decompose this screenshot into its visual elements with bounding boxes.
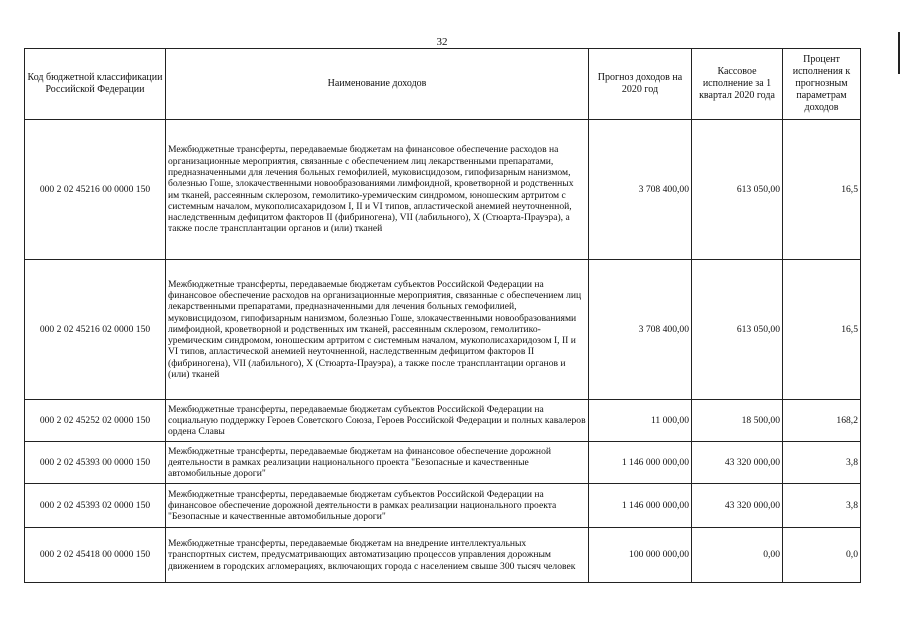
row-name: Межбюджетные трансферты, передаваемые бюджетам на финансовое обеспечение дорожной деятельности в рамках реализации национального проекта "Безопасные и качественные автомобильные дороги" — [166, 442, 589, 484]
table-row — [25, 260, 861, 400]
table-row — [25, 400, 861, 442]
header-code: Код бюджетной классификации Российской Федерации — [25, 49, 166, 120]
row-name: Межбюджетные трансферты, передаваемые бюджетам субъектов Российской Федерации на финансовое обеспечение дорожной деятельности в рамках реализации национального проекта "Безопасные и качественные автомобильные дороги" — [166, 484, 589, 528]
row-code: 000 2 02 45393 02 0000 150 — [25, 484, 166, 528]
table-row — [25, 484, 861, 528]
row-code: 000 2 02 45252 02 0000 150 — [25, 400, 166, 442]
header-name: Наименование доходов — [166, 49, 589, 120]
row-cash: 613 050,00 — [692, 120, 783, 260]
row-code: 000 2 02 45393 00 0000 150 — [25, 442, 166, 484]
row-cash: 0,00 — [692, 528, 783, 583]
row-name: Межбюджетные трансферты, передаваемые бюджетам субъектов Российской Федерации на финансовое обеспечение расходов на организационные мероприятия, связанные с обеспечением лиц лекарственными препаратами, предназначенными для лечения больных гемофилией, муковисцидозом, гипофизарным нанизмом, болезнью Гоше, злокачественными новообразованиями лимфоидной, кроветворной и родственных им тканей, рассеянным склерозом, гемолитико-уремическим синдромом, юношеским артритом с системным началом, мукополисахаридозом I, II и VI типов, апластической анемией неуточненной, наследственным дефицитом факторов II (фибриногена), VII (лабильного), X (Стюарта-Прауэра), а также после трансплантации органов и (или) тканей — [166, 260, 589, 400]
page-number: 32 — [436, 36, 448, 48]
header-forecast: Прогноз доходов на 2020 год — [589, 49, 692, 120]
row-percent: 16,5 — [783, 260, 861, 400]
row-cash: 613 050,00 — [692, 260, 783, 400]
table-row — [25, 120, 861, 260]
budget-income-table — [24, 48, 861, 583]
row-name: Межбюджетные трансферты, передаваемые бюджетам на финансовое обеспечение расходов на организационные мероприятия, связанные с обеспечением лиц лекарственными препаратами, предназначенными для лечения больных гемофилией, муковисцидозом, гипофизарным нанизмом, болезнью Гоше, злокачественными новообразованиями лимфоидной, кроветворной и родственных им тканей, рассеянным склерозом, гемолитико-уремическим синдромом, юношеским артритом с системным началом, мукополисахаридозом I, II и VI типов, апластической анемией неуточненной, наследственным дефицитом факторов II (фибриногена), VII (лабильного), X (Стюарта-Прауэра), а также после трансплантации органов и (или) тканей — [166, 120, 589, 260]
table-row — [25, 442, 861, 484]
row-code: 000 2 02 45418 00 0000 150 — [25, 528, 166, 583]
row-code: 000 2 02 45216 00 0000 150 — [25, 120, 166, 260]
table-header-row — [25, 49, 861, 120]
row-code: 000 2 02 45216 02 0000 150 — [25, 260, 166, 400]
row-forecast: 1 146 000 000,00 — [589, 442, 692, 484]
row-cash: 18 500,00 — [692, 400, 783, 442]
row-cash: 43 320 000,00 — [692, 484, 783, 528]
row-forecast: 11 000,00 — [589, 400, 692, 442]
row-name: Межбюджетные трансферты, передаваемые бюджетам на внедрение интеллектуальных транспортных систем, предусматривающих автоматизацию процессов управления дорожным движением в городских агломерациях, включающих города с населением свыше 300 тысяч человек — [166, 528, 589, 583]
row-percent: 3,8 — [783, 442, 861, 484]
row-percent: 3,8 — [783, 484, 861, 528]
page-edge-mark — [898, 32, 900, 74]
header-percent: Процент исполнения к прогнозным параметрам доходов — [783, 49, 861, 120]
row-forecast: 3 708 400,00 — [589, 260, 692, 400]
row-cash: 43 320 000,00 — [692, 442, 783, 484]
row-percent: 16,5 — [783, 120, 861, 260]
row-name: Межбюджетные трансферты, передаваемые бюджетам субъектов Российской Федерации на социальную поддержку Героев Советского Союза, Героев Российской Федерации и полных кавалеров ордена Славы — [166, 400, 589, 442]
table-row — [25, 528, 861, 583]
row-forecast: 1 146 000 000,00 — [589, 484, 692, 528]
row-percent: 168,2 — [783, 400, 861, 442]
row-percent: 0,0 — [783, 528, 861, 583]
header-cash: Кассовое исполнение за 1 квартал 2020 года — [692, 49, 783, 120]
row-forecast: 100 000 000,00 — [589, 528, 692, 583]
row-forecast: 3 708 400,00 — [589, 120, 692, 260]
